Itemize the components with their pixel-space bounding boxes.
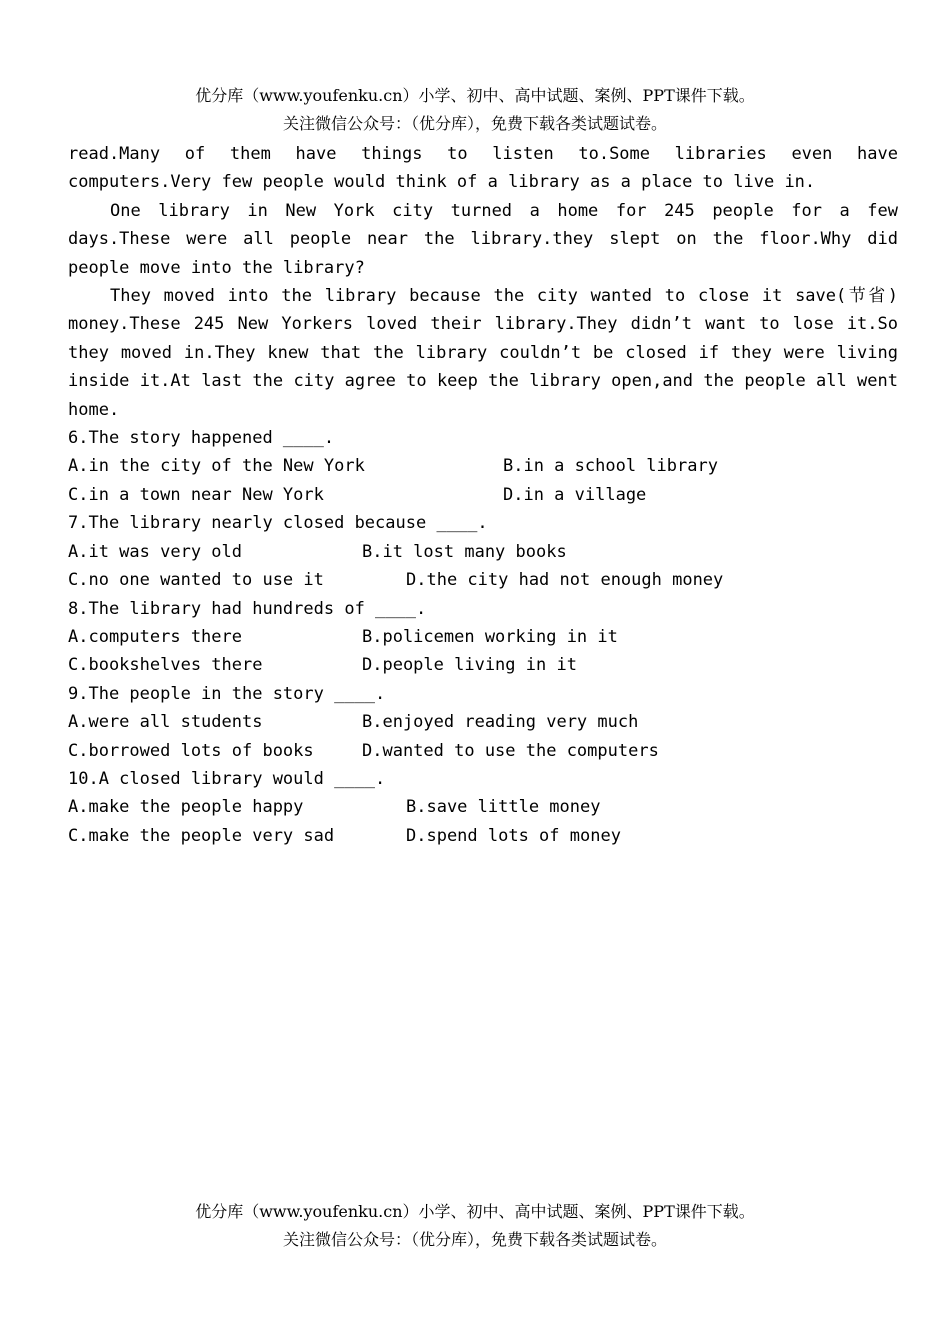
option-a: A.in the city of the New York (68, 456, 365, 477)
question-8 (68, 595, 898, 680)
option-row (68, 538, 898, 566)
passage-paragraph-1: read.Many of them have things to listen to.Some libraries even have computers.Very few people would think of a library as a place to live in. (68, 144, 898, 193)
footer-line-1: 优分库（www.youfenku.cn）小学、初中、高中试题、案例、PPT课件下载。 (195, 1202, 755, 1221)
option-d: D.people living in it (362, 655, 577, 676)
header-line-1: 优分库（www.youfenku.cn）小学、初中、高中试题、案例、PPT课件下载。 (195, 86, 755, 105)
question-stem: 9.The people in the story ____. (68, 683, 386, 704)
option-d: D.the city had not enough money (406, 570, 724, 591)
option-b: B.save little money (406, 797, 601, 818)
option-c: C.in a town near New York (68, 484, 324, 505)
footer-line-2: 关注微信公众号：（优分库），免费下载各类试题试卷。 (282, 1230, 667, 1249)
option-row (68, 737, 898, 765)
option-d: D.wanted to use the computers (362, 740, 659, 761)
option-row (68, 623, 898, 651)
option-a: A.make the people happy (68, 797, 304, 818)
question-6 (68, 424, 898, 509)
question-stem: 8.The library had hundreds of ____. (68, 598, 427, 619)
option-b: B.policemen working in it (362, 626, 618, 647)
option-c: C.no one wanted to use it (68, 570, 324, 591)
page-header (0, 82, 950, 138)
passage-paragraph-2: One library in New York city turned a home for 245 people for a few days.These were all people near the library.they slept on the floor.Why did people move into the library? (68, 200, 898, 278)
question-stem: 7.The library nearly closed because ____. (68, 513, 488, 534)
page-footer (0, 1198, 950, 1254)
passage-paragraph-3: They moved into the library because the city wanted to close it save(节省) money.These 245 New Yorkers loved their library.They didn’t want to lose it.So they moved in.They knew that the library couldn’t be closed if they were living inside it.At last the city agree to keep the library open,and the people all went home. (68, 286, 898, 420)
option-row (68, 566, 898, 594)
option-a: A.computers there (68, 626, 242, 647)
header-line-2: 关注微信公众号：（优分库），免费下载各类试题试卷。 (282, 114, 667, 133)
option-a: A.it was very old (68, 541, 242, 562)
option-row (68, 651, 898, 679)
option-row (68, 822, 898, 850)
option-b: B.enjoyed reading very much (362, 712, 639, 733)
question-7 (68, 509, 898, 594)
option-row (68, 481, 898, 509)
option-row (68, 793, 898, 821)
option-d: D.in a village (503, 484, 647, 505)
question-9 (68, 680, 898, 765)
option-b: B.in a school library (503, 456, 718, 477)
option-c: C.borrowed lots of books (68, 740, 314, 761)
option-row (68, 452, 898, 480)
question-stem: 6.The story happened ____. (68, 428, 335, 449)
option-d: D.spend lots of money (406, 825, 621, 846)
question-10 (68, 765, 898, 850)
option-a: A.were all students (68, 712, 263, 733)
option-row (68, 708, 898, 736)
question-stem: 10.A closed library would ____. (68, 768, 386, 789)
option-c: C.bookshelves there (68, 655, 263, 676)
option-b: B.it lost many books (362, 541, 567, 562)
option-c: C.make the people very sad (68, 825, 335, 846)
exam-content (68, 140, 898, 850)
